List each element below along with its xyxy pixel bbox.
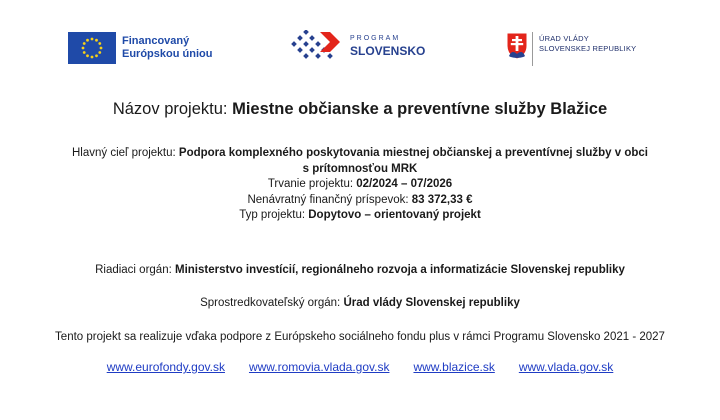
government-line2: SLOVENSKEJ REPUBLIKY: [539, 44, 637, 53]
link-vlada[interactable]: www.vlada.gov.sk: [518, 360, 614, 374]
goal-line2: [40, 162, 680, 178]
funding-note: Tento projekt sa realizuje vďaka podpore z Európskeho sociálneho fondu plus v rámci Programu Slovensko 2021 - 2027: [55, 331, 665, 343]
goal-value-line1: Podpora komplexného poskytovania miestnej občianskej a preventívnej služby v obci: [178, 147, 648, 159]
government-office-logo: [506, 32, 636, 66]
grant-label: Nenávratný finančný príspevok:: [247, 193, 412, 206]
goal-value-line2: s prítomnosťou MRK: [302, 162, 418, 175]
links-row: [0, 360, 720, 374]
government-office-text: [539, 32, 636, 54]
logo-bar: [0, 26, 720, 76]
intermediate-body: [0, 297, 720, 309]
slovensko-label: SLOVENSKO: [350, 44, 426, 58]
eu-logo-text: [122, 35, 212, 61]
duration-label: Trvanie projektu:: [267, 178, 357, 191]
logo-separator: [532, 32, 533, 66]
duration-line: [40, 177, 680, 193]
type-line: [40, 208, 680, 224]
link-eurofondy[interactable]: www.eurofondy.gov.sk: [106, 360, 225, 374]
intermediate-body-label: Sprostredkovateľský orgán:: [200, 297, 344, 309]
managing-authority-label: Riadiaci orgán:: [95, 264, 175, 276]
eu-flag-icon: [68, 32, 116, 64]
type-value: Dopytovo – orientovaný projekt: [308, 209, 481, 222]
managing-authority: [0, 264, 720, 276]
project-details: [40, 146, 680, 224]
eu-logo-line1: Financovaný: [122, 35, 190, 47]
grant-value: 83 372,33 €: [411, 193, 473, 206]
project-title-label: Názov projektu:: [112, 100, 233, 118]
eu-logo: [68, 32, 212, 64]
duration-value: 02/2024 – 07/2026: [356, 178, 453, 191]
link-blazice[interactable]: www.blazice.sk: [413, 360, 495, 374]
project-title: [0, 100, 720, 119]
managing-authority-value: Ministerstvo investícií, regionálneho rozvoja a informatizácie Slovenskej republiky: [174, 264, 625, 276]
program-slovensko-mark-icon: [290, 30, 346, 60]
project-title-value: Miestne občianske a preventívne služby Blažice: [232, 100, 608, 118]
type-label: Typ projektu:: [239, 209, 309, 222]
goal-label: Hlavný cieľ projektu:: [72, 147, 179, 159]
eu-logo-line2: Európskou úniou: [122, 48, 213, 60]
link-romovia[interactable]: www.romovia.vlada.gov.sk: [248, 360, 390, 374]
slovak-coat-of-arms-icon: [506, 32, 528, 60]
program-slovensko-logo: [290, 30, 425, 60]
program-label: PROGRAM: [350, 35, 401, 42]
grant-line: [40, 193, 680, 209]
goal-line1: [40, 146, 680, 162]
program-slovensko-text: [350, 33, 425, 57]
intermediate-body-value: Úrad vlády Slovenskej republiky: [343, 297, 520, 309]
government-line1: ÚRAD VLÁDY: [539, 34, 589, 43]
